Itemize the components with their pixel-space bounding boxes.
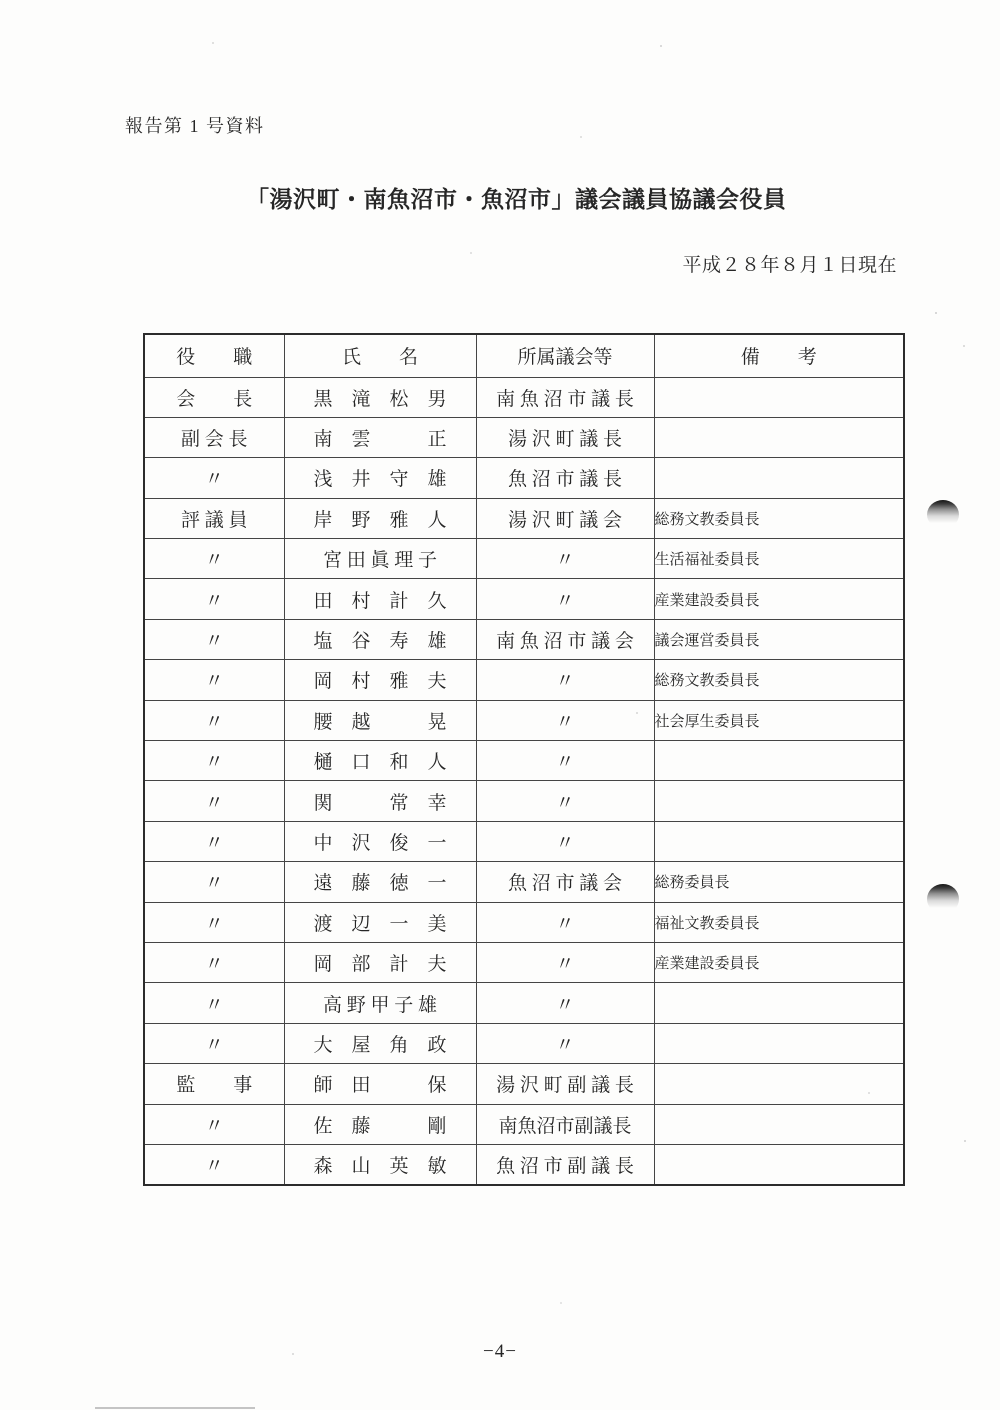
- table-row: [144, 417, 904, 457]
- table-row: [144, 1104, 904, 1144]
- name-cell: 遠 藤 徳 一: [284, 862, 476, 902]
- name-cell: 岡 部 計 夫: [284, 942, 476, 982]
- table-row: [144, 619, 904, 659]
- position-cell: 〃: [144, 579, 284, 619]
- name-cell: 腰 越 晃: [284, 700, 476, 740]
- council-cell: 〃: [476, 539, 654, 579]
- punch-hole-artifact-top: [927, 500, 959, 529]
- note-cell: [654, 1104, 904, 1144]
- note-cell: [654, 1023, 904, 1063]
- table-row: [144, 539, 904, 579]
- note-cell: 福祉文教委員長: [654, 902, 904, 942]
- position-cell: 〃: [144, 821, 284, 861]
- table-row: [144, 862, 904, 902]
- council-cell: 湯 沢 町 議 会: [476, 498, 654, 538]
- position-cell: 〃: [144, 1104, 284, 1144]
- note-cell: 産業建設委員長: [654, 942, 904, 982]
- note-cell: 総務文教委員長: [654, 660, 904, 700]
- council-cell: 〃: [476, 579, 654, 619]
- name-cell: 宮 田 眞 理 子: [284, 539, 476, 579]
- table-row: [144, 942, 904, 982]
- position-cell: 〃: [144, 902, 284, 942]
- page-number: −4−: [483, 1341, 517, 1362]
- name-cell: 浅 井 守 雄: [284, 458, 476, 498]
- officers-table: [143, 333, 905, 1186]
- header-name: 氏 名: [284, 334, 476, 377]
- table-row: [144, 579, 904, 619]
- name-cell: 関 常 幸: [284, 781, 476, 821]
- page-title: 「湯沢町・南魚沼市・魚沼市」議会議員協議会役員: [246, 187, 787, 212]
- name-cell: 岸 野 雅 人: [284, 498, 476, 538]
- position-cell: 〃: [144, 619, 284, 659]
- note-cell: [654, 983, 904, 1023]
- council-cell: 魚 沼 市 副 議 長: [476, 1144, 654, 1184]
- position-cell: 〃: [144, 983, 284, 1023]
- table-row: [144, 902, 904, 942]
- table-row: [144, 1064, 904, 1104]
- note-cell: [654, 741, 904, 781]
- note-cell: 生活福祉委員長: [654, 539, 904, 579]
- note-cell: 産業建設委員長: [654, 579, 904, 619]
- council-cell: 魚 沼 市 議 会: [476, 862, 654, 902]
- name-cell: 渡 辺 一 美: [284, 902, 476, 942]
- name-cell: 岡 村 雅 夫: [284, 660, 476, 700]
- name-cell: 田 村 計 久: [284, 579, 476, 619]
- punch-hole-artifact-bottom: [927, 884, 959, 914]
- council-cell: 南魚沼市副議長: [476, 1104, 654, 1144]
- council-cell: 〃: [476, 942, 654, 982]
- table-row: [144, 821, 904, 861]
- position-cell: 〃: [144, 781, 284, 821]
- table-row: [144, 1144, 904, 1184]
- council-cell: 〃: [476, 821, 654, 861]
- table-row: [144, 700, 904, 740]
- table-header-row: [144, 334, 904, 377]
- position-cell: 会 長: [144, 377, 284, 417]
- header-council: 所属議会等: [476, 334, 654, 377]
- table-row: [144, 1023, 904, 1063]
- note-cell: [654, 377, 904, 417]
- date-note: 平成２８年８月１日現在: [682, 255, 897, 276]
- note-cell: [654, 417, 904, 457]
- position-cell: 監 事: [144, 1064, 284, 1104]
- name-cell: 高 野 甲 子 雄: [284, 983, 476, 1023]
- name-cell: 黒 滝 松 男: [284, 377, 476, 417]
- council-cell: 〃: [476, 660, 654, 700]
- council-cell: 〃: [476, 700, 654, 740]
- note-cell: [654, 1064, 904, 1104]
- name-cell: 中 沢 俊 一: [284, 821, 476, 861]
- council-cell: 〃: [476, 1023, 654, 1063]
- name-cell: 大 屋 角 政: [284, 1023, 476, 1063]
- doc-label: 報告第 1 号資料: [125, 116, 265, 136]
- note-cell: [654, 1144, 904, 1184]
- name-cell: 師 田 保: [284, 1064, 476, 1104]
- position-cell: 〃: [144, 539, 284, 579]
- table-row: [144, 458, 904, 498]
- table-row: [144, 983, 904, 1023]
- position-cell: 評 議 員: [144, 498, 284, 538]
- name-cell: 佐 藤 剛: [284, 1104, 476, 1144]
- scan-noise-specks: [0, 0, 2, 2]
- council-cell: 〃: [476, 983, 654, 1023]
- position-cell: 〃: [144, 458, 284, 498]
- name-cell: 塩 谷 寿 雄: [284, 619, 476, 659]
- council-cell: 〃: [476, 781, 654, 821]
- position-cell: 〃: [144, 700, 284, 740]
- position-cell: 〃: [144, 862, 284, 902]
- council-cell: 〃: [476, 741, 654, 781]
- position-cell: 〃: [144, 741, 284, 781]
- position-cell: 副 会 長: [144, 417, 284, 457]
- position-cell: 〃: [144, 1144, 284, 1184]
- note-cell: 総務委員長: [654, 862, 904, 902]
- name-cell: 森 山 英 敏: [284, 1144, 476, 1184]
- note-cell: 総務文教委員長: [654, 498, 904, 538]
- name-cell: 南 雲 正: [284, 417, 476, 457]
- position-cell: 〃: [144, 660, 284, 700]
- council-cell: 魚 沼 市 議 長: [476, 458, 654, 498]
- position-cell: 〃: [144, 1023, 284, 1063]
- council-cell: 南 魚 沼 市 議 長: [476, 377, 654, 417]
- position-cell: 〃: [144, 942, 284, 982]
- council-cell: 南 魚 沼 市 議 会: [476, 619, 654, 659]
- name-cell: 樋 口 和 人: [284, 741, 476, 781]
- header-note: 備 考: [654, 334, 904, 377]
- note-cell: [654, 821, 904, 861]
- note-cell: 社会厚生委員長: [654, 700, 904, 740]
- table-header: [144, 334, 904, 377]
- table-body: [144, 377, 904, 1185]
- note-cell: 議会運営委員長: [654, 619, 904, 659]
- table-row: [144, 498, 904, 538]
- table-row: [144, 781, 904, 821]
- scan-artifact-line: [95, 1407, 255, 1409]
- table-row: [144, 377, 904, 417]
- council-cell: 〃: [476, 902, 654, 942]
- header-position: 役 職: [144, 334, 284, 377]
- note-cell: [654, 781, 904, 821]
- table-row: [144, 741, 904, 781]
- table-row: [144, 660, 904, 700]
- council-cell: 湯 沢 町 議 長: [476, 417, 654, 457]
- note-cell: [654, 458, 904, 498]
- council-cell: 湯 沢 町 副 議 長: [476, 1064, 654, 1104]
